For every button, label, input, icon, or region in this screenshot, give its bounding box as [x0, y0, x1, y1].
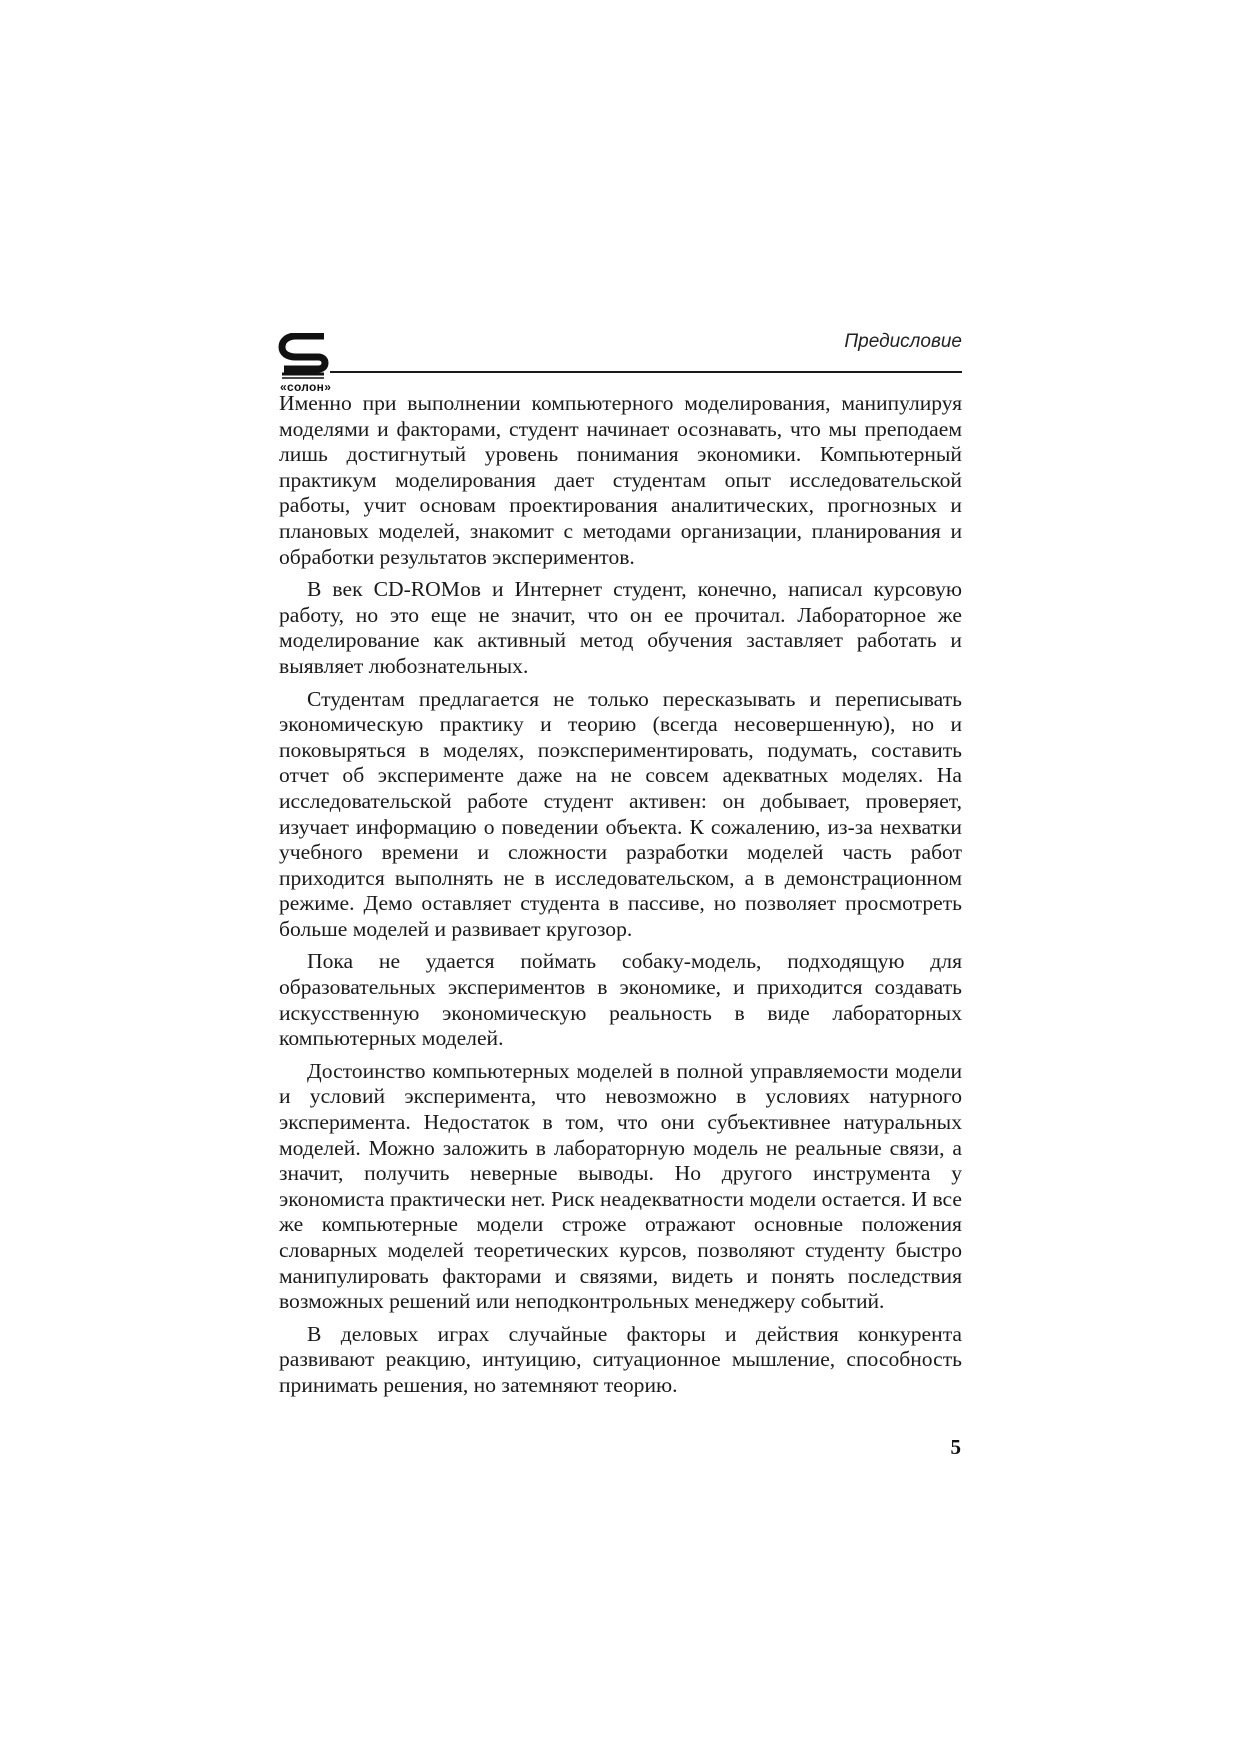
paragraph: В век CD-ROMов и Интернет студент, конечно, написал курсовую работу, но это еще не значит, что он ее прочитал. Лабораторное же моделирование как активный метод обучения заставляет работать и выявляет любознательных.	[279, 577, 962, 678]
logo-caption: «солон»	[280, 380, 332, 394]
paragraph: Студентам предлагается не только пересказывать и переписывать экономическую практику и теорию (всегда несовершенную), но и поковыряться в моделях, поэкспериментировать, подумать, составить отчет об эксперименте даже на не совсем адекватных моделях. На исследовательской работе студент активен: он добывает, проверяет, изучает информацию о поведении объекта. К сожалению, из-за нехватки учебного времени и сложности разработки моделей часть работ приходится выполнять не в исследовательском, а в демонстрационном режиме. Демо оставляет студента в пассиве, но позволяет просмотреть больше моделей и развивает кругозор.	[279, 686, 962, 941]
paragraph: В деловых играх случайные факторы и действия конкурента развивают реакцию, интуицию, ситуационное мышление, способность принимать решения, но затемняют теорию.	[279, 1321, 962, 1397]
running-head-title: Предисловие	[844, 331, 962, 352]
body-text	[279, 391, 962, 1406]
header-rule	[330, 371, 962, 373]
paragraph: Именно при выполнении компьютерного моделирования, манипулируя моделями и факторами, студент начинает осознавать, что мы преподаем лишь достигнутый уровень понимания экономики. Компьютерный практикум моделирования дает студентам опыт исследовательской работы, учит основам проектирования аналитических, прогнозных и плановых моделей, знакомит с методами организации, планирования и обработки результатов экспериментов.	[279, 391, 962, 569]
paragraph: Пока не удается поймать собаку-модель, подходящую для образовательных экспериментов в экономике, и приходится создавать искусственную экономическую реальность в виде лабораторных компьютерных моделей.	[279, 949, 962, 1051]
paragraph: Достоинство компьютерных моделей в полной управляемости модели и условий эксперимента, что невозможно в условиях натурного эксперимента. Недостаток в том, что они субъективнее натуральных моделей. Можно заложить в лабораторную модель не реальные связи, а значит, получить неверные выводы. Но другого инструмента у экономиста практически нет. Риск неадекватности модели остается. И все же компьютерные модели строже отражают основные положения словарных моделей теоретических курсов, позволяют студенту быстро манипулировать факторами и связями, видеть и понять последствия возможных решений или неподконтрольных менеджеру событий.	[279, 1058, 962, 1314]
page-number: 5	[950, 1435, 961, 1459]
